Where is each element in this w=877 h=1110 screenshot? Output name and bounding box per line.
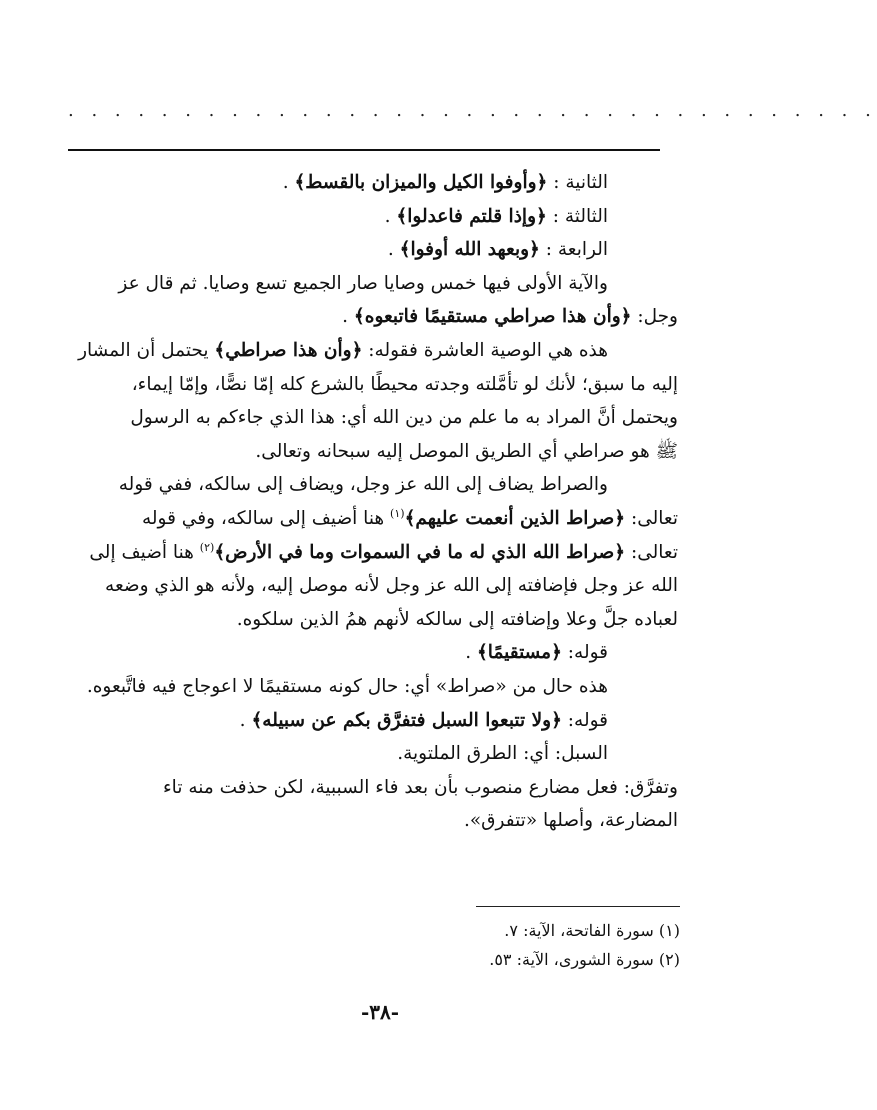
header-dotted-line: . . . . . . . . . . . . . . . . . . . . . . . . . . . . . . . . . . . [68,100,877,121]
text-line: الله عز وجل فإضافته إلى الله عز وجل لأنه موصل إليه، ولأنه هو الذي وضعه [105,575,678,597]
text-line [70,200,678,234]
quran-quote: ﴿وأوفوا الكيل والميزان بالقسط﴾ [294,172,548,193]
line-text: الثالثة : [546,205,608,227]
line-text: . [239,709,252,731]
quran-quote: ﴿مستقيمًا﴾ [476,642,562,664]
quran-quote: ﴿وبعهد الله أوفوا﴾ [399,239,540,261]
text-line [70,166,678,200]
line-text: تعالى: [625,541,678,563]
text-line [70,233,678,267]
line-text: تعالى: [625,507,678,529]
line-text: . [387,239,400,261]
line-text: الرابعة : [539,239,608,261]
line-text: هنا أضيف إلى [89,541,200,563]
text-line: والآية الأولى فيها خمس وصايا صار الجميع تسع وصايا. ثم قال عز [118,272,608,294]
line-text: الثانية : [547,172,608,193]
text-line: لعباده جلَّ وعلا وإضافته إلى سالكه لأنهم همُ الذين سلكوه. [236,608,678,630]
footnote-rule [476,906,680,907]
line-text: . [342,306,354,328]
line-text: وجل: [631,306,678,328]
line-text: قوله: [561,642,608,664]
line-text: هنا أضيف إلى سالكه، وفي قوله [141,507,391,529]
quran-quote: ﴿ولا تتبعوا السبل فتفرَّق بكم عن سبيله﴾ [251,709,562,731]
footnote-ref: (١) [390,506,405,520]
page-number: -٣٨- [360,1000,400,1024]
text-line: هذه حال من «صراط» أي: حال كونه مستقيمًا لا اعوجاج فيه فاتَّبعوه. [86,675,608,697]
quran-quote: ﴿صراط الذين أنعمت عليهم﴾ [404,507,626,529]
line-text: يحتمل أن المشار [78,339,215,361]
text-line [70,300,678,334]
text-line: السبل: أي: الطرق الملتوية. [397,743,608,765]
quran-quote: ﴿صراط الله الذي له ما في السموات وما في الأرض﴾ [214,541,626,563]
text-line: وتفرَّق: فعل مضارع منصوب بأن بعد فاء السببية، لكن حذفت منه تاء [162,776,678,798]
footnote-1: (١) سورة الفاتحة، الآية: ٧. [504,921,680,940]
quran-quote: ﴿وأن هذا صراطي مستقيمًا فاتبعوه﴾ [353,306,632,328]
text-line: والصراط يضاف إلى الله عز وجل، ويضاف إلى سالكه، ففي قوله [118,474,608,496]
main-text [70,166,678,838]
footnote-ref: (٢) [199,540,215,554]
text-line [70,502,678,536]
text-line [70,536,678,570]
line-text: . [384,205,397,227]
text-line: ويحتمل أنَّ المراد به ما علم من دين الله أي: هذا الذي جاءكم به الرسول [130,407,678,429]
line-text: هذه هي الوصية العاشرة فقوله: [362,339,608,361]
line-text: قوله: [561,709,608,731]
text-line: إليه ما سبق؛ لأنك لو تأمَّلته وجدته محيطًا بالشرع كله إمّا نصًّا، وإمّا إيماء، [131,373,678,395]
text-line: المضارعة، وأصلها «تتفرق». [463,810,678,832]
header-rule [68,149,660,151]
line-text: . [465,642,477,664]
text-line: ﷺ هو صراطي أي الطريق الموصل إليه سبحانه وتعالى. [255,440,678,462]
footnote-2: (٢) سورة الشورى، الآية: ٥٣. [489,950,680,969]
footnotes [300,916,680,974]
line-text: . [282,172,295,193]
quran-quote: ﴿وإذا قلتم فاعدلوا﴾ [396,205,547,227]
text-line [70,704,678,738]
text-line [70,636,678,670]
text-line [70,334,678,368]
quran-quote: ﴿وأن هذا صراطي﴾ [214,339,363,361]
